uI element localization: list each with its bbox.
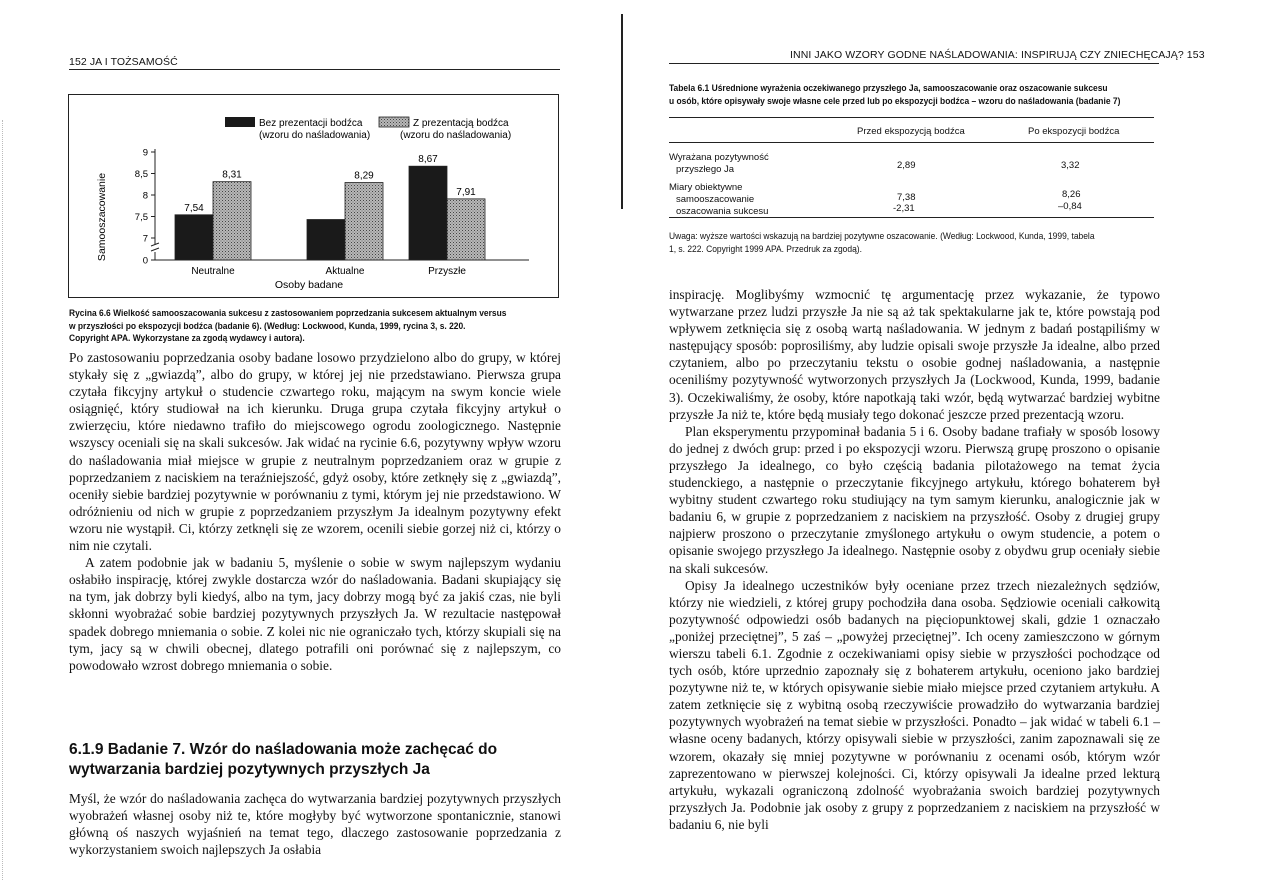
legend-label-without-1: Bez prezentacji bodźca	[259, 118, 363, 129]
y-tick-label: 8	[142, 190, 148, 202]
table-note-line-1: Uwaga: wyższe wartości wskazują na bardziej pozytywne oszacowanie. (Według: Lockwood, Kunda, 1999, tabela	[669, 231, 1095, 241]
table-header-after: Po ekspozycji bodźca	[1028, 126, 1120, 137]
y-axis-label: Samooszacowanie	[96, 172, 108, 262]
header-rule	[669, 63, 1159, 64]
section-heading: 6.1.9 Badanie 7. Wzór do naśladowania może zachęcać do wytwarzania bardziej pozytywnych przyszłych Ja	[69, 741, 498, 778]
bar-value-label: 8,29	[354, 170, 374, 182]
y-tick-label: 8,5	[134, 169, 148, 180]
paragraph: Plan eksperymentu przypominał badania 5 i 6. Osoby badane trafiały w sposób losowy do jednej z dwóch grup: przed i po ekspozycji wzoru. Pierwszą grupę proszono o opisanie przyszłego Ja idealnego, co było częścią badania pilotażowego na temat życia studenckiego, a następnie o przeczytanie fikcyjnego artykułu, którego bohaterem był wybitny student czwartego roku studiujący na tym samym kierunku, analogicznie jak w badaniu 6, w grupie z poprzedzaniem z naciskiem na przyszłość. Osoby z drugiej grupy najpierw proszono o przeczytanie zmyślonego artykułu o owym studencie, a potem o opisanie swojego przyszłego Ja idealnego. Następnie osoby z obydwu grup oceniały siebie na skali sukcesów.	[669, 423, 1160, 576]
table-caption-line-2: u osób, które opisywały swoje własne cele przed lub po ekspozycji bodźca – wzoru do naśladowania (badanie 7)	[669, 95, 1121, 106]
caption-line-2: w przyszłości po ekspozycji bodźca (badanie 6). (Według: Lockwood, Kunda, 1999, rycina 3, s. 220.	[69, 319, 466, 331]
table-cell: -2,31	[893, 203, 915, 214]
table-caption	[669, 82, 1147, 107]
table-rule-top	[669, 117, 1154, 118]
table-row1-label: Wyrażana pozytywność	[669, 152, 769, 163]
bar-value-label: 7,54	[184, 202, 204, 214]
x-category-label: Aktualne	[325, 266, 365, 277]
y-tick-label: 7,5	[134, 212, 148, 223]
legend-label-with-1: Z prezentacją bodźca	[413, 118, 509, 129]
table-row2-label: samooszacowanie	[676, 194, 755, 205]
table-cell: 7,38	[897, 192, 916, 203]
legend-label-without-2: (wzoru do naśladowania)	[259, 130, 371, 141]
running-head-left: 152 JA I TOŻSAMOŚĆ	[69, 56, 178, 68]
paragraph: inspirację. Moglibyśmy wzmocnić tę argumentację przez wykazanie, że typowo wytwarzane przez ludzi przyszłe Ja nie są aż tak spektakularne jak te, które powstają pod wpływem zetknięcia się z osobą wartą naśladowania. W jednym z badań postąpiliśmy w następujący sposób: poprosiliśmy, aby ludzie opisali swoje przyszłe Ja idealne, albo przed czytaniem, albo po przeczytaniu tekstu o osobie godnej naśladowania, a następnie oceniliśmy pozytywność wytworzonych przyszłych Ja (Lockwood, Kunda, 1999, badanie 3). Oczekiwaliśmy, że osoby, które napotkają taki wzór, będą wytwarzać bardziej wybitne przyszłe Ja niż te, które będą musiały tego dokonać jeszcze przed prezentacją wzoru.	[669, 287, 1160, 422]
table-cell: 8,26	[1062, 189, 1081, 200]
table-row1-label: przyszłego Ja	[676, 164, 735, 175]
table-cell: 2,89	[897, 160, 916, 171]
paragraph: Myśl, że wzór do naśladowania zachęca do wytwarzania bardziej pozytywnych przyszłych wyobrażeń własnej osoby niż te, które mogłyby być wytworzone spontanicznie, stanowi główną oś naszych wyjaśnień na temat tego, dlaczego zastosowanie poprzedzania z wykorzystaniem swoich najlepszych Ja osłabia	[69, 791, 561, 858]
x-category-label: Przyszłe	[428, 266, 466, 277]
y-tick-label: 9	[142, 147, 148, 159]
running-head-right: INNI JAKO WZORY GODNE NAŚLADOWANIA: INSPIRUJĄ CZY ZNIECHĘCAJĄ? 153	[790, 49, 1205, 61]
bar-value-label: 8,31	[222, 169, 242, 181]
table-caption-line-1: Tabela 6.1 Uśrednione wyrażenia oczekiwanego przyszłego Ja, samooszacowanie oraz oszacowanie sukcesu	[669, 83, 1108, 93]
paragraph: A zatem podobnie jak w badaniu 5, myślenie o sobie w swym najlepszym wydaniu osłabiło inspirację, której zwykle dostarcza wzór do naśladowania. Badani skupiający się na tym, jak dobrzy byli kiedyś, albo na tym, jacy dobrzy mogą być za jakiś czas, nie byli skłonni wyobrażać sobie bardziej pozytywnych przyszłych Ja. W rezultacie następował spadek dobrego mniemania o sobie. Z kolei nic nie ograniczało tych, którzy skupiali się na tym, jacy są w chwili obecnej, dlatego potrafili oni porównać się z najlepszym, co powodowało wzrost dobrego mniemania o sobie.	[69, 555, 561, 673]
table-cell: –0,84	[1058, 201, 1082, 212]
table-note	[669, 230, 1157, 255]
caption-line-1: Rycina 6.6 Wielkość samooszacowania sukcesu z zastosowaniem poprzedzania sukcesem aktualnym versus	[69, 307, 507, 318]
y-tick-label: 0	[142, 255, 148, 267]
table-cell: 3,32	[1061, 160, 1080, 171]
x-axis-label: Osoby badane	[274, 279, 344, 291]
table-row2-label: oszacowania sukcesu	[676, 206, 769, 217]
paragraph: Po zastosowaniu poprzedzania osoby badane losowo przydzielono albo do grupy, w której stykały się z „gwiazdą”, albo do grupy, w której jej nie przedstawiano. Pierwsza grupa czytała fikcyjny artykuł o studencie czwartego roku, mającym na swym koncie wiele osiągnięć, który studiował na ich kierunku. Druga grupa czytała fikcyjny artykuł o zwierzęciu, które niedawno trafiło do miejscowego ogrodu zoologicznego. Następnie wszyscy oceniali się na skali sukcesów. Jak widać na rycinie 6.6, pozytywny wpływ wzoru do naśladowania miał miejsce w grupie z neutralnym poprzedzaniem oraz w grupie z poprzedzaniem z naciskiem na teraźniejszość, gdyż osoby, które zetknęły się z „gwiazdą”, oceniły siebie bardziej pozytywnie w porównaniu z tymi, którym jej nie przedstawiono. W odróżnieniu od nich w grupie z poprzedzaniem przyszłym Ja idealnym pozytywny efekt wzoru nie wystąpił. Ci, którzy zetknęli się ze wzorem, ocenili siebie gorzej niż ci, którzy o nim nie czytali.	[69, 350, 561, 554]
y-tick-label: 7	[142, 233, 148, 245]
x-category-label: Neutralne	[191, 266, 235, 277]
paragraph: Opisy Ja idealnego uczestników były oceniane przez trzech niezależnych sędziów, którzy nie wiedzieli, z której grupy pochodziła dana osoba. Sędziowie oceniali całkowitą pozytywność odpowiedzi osób badanych na pięciopunktowej skali, gdzie 1 oznaczało „poniżej przeciętnej”, 5 zaś – „powyżej przeciętnej”. Ich oceny zamieszczono w górnym wierszu tabeli 6.1. Zgodnie z oczekiwaniami opisy siebie w przyszłości pochodzące od tych osób, które uprzednio zapoznały się z bohaterem artykułu, oceniono jako bardziej pozytywne niż te, w których opisywanie siebie miało miejsce przed czytaniem artykułu. A zatem zetknięcie się z wybitną osobą rzeczywiście prowadziło do wytwarzania bardziej pozytywnych wyobrażeń na temat siebie w przyszłości. Ponadto – jak widać w tabeli 6.1 – własne oceny badanych, którzy opisywali siebie w przyszłości, zanim zapoznawali się ze wzorem, okazały się mniej pozytywne w porównaniu z ocenami osób, którym wzór zaprezentowano w pierwszej kolejności. Ci, którzy opisywali Ja idealne przed lekturą artykułu, wykazali ograniczoną zdolność wyobrażania swoich bardziej pozytywnych przyszłych Ja. Podobnie jak osoby z grupy z poprzedzaniem z naciskiem na przyszłość w badaniu 6, nie byli	[669, 577, 1160, 832]
bar-value-label: 7,91	[456, 186, 476, 198]
table-note-line-2: 1, s. 222. Copyright 1999 APA. Przedruk za zgodą).	[669, 243, 862, 254]
caption-line-3: Copyright APA. Wykorzystane za zgodą wydawcy i autora).	[69, 332, 305, 343]
table-rule-bottom	[669, 217, 1154, 218]
table-row2-label: Miary obiektywne	[669, 182, 743, 193]
bar-value-label: 8,67	[418, 154, 438, 166]
right-body-text	[669, 286, 1160, 833]
legend-label-with-2: (wzoru do naśladowania)	[400, 130, 512, 141]
table-rule-mid	[669, 142, 1154, 143]
table-header-before: Przed ekspozycją bodźca	[857, 126, 965, 137]
